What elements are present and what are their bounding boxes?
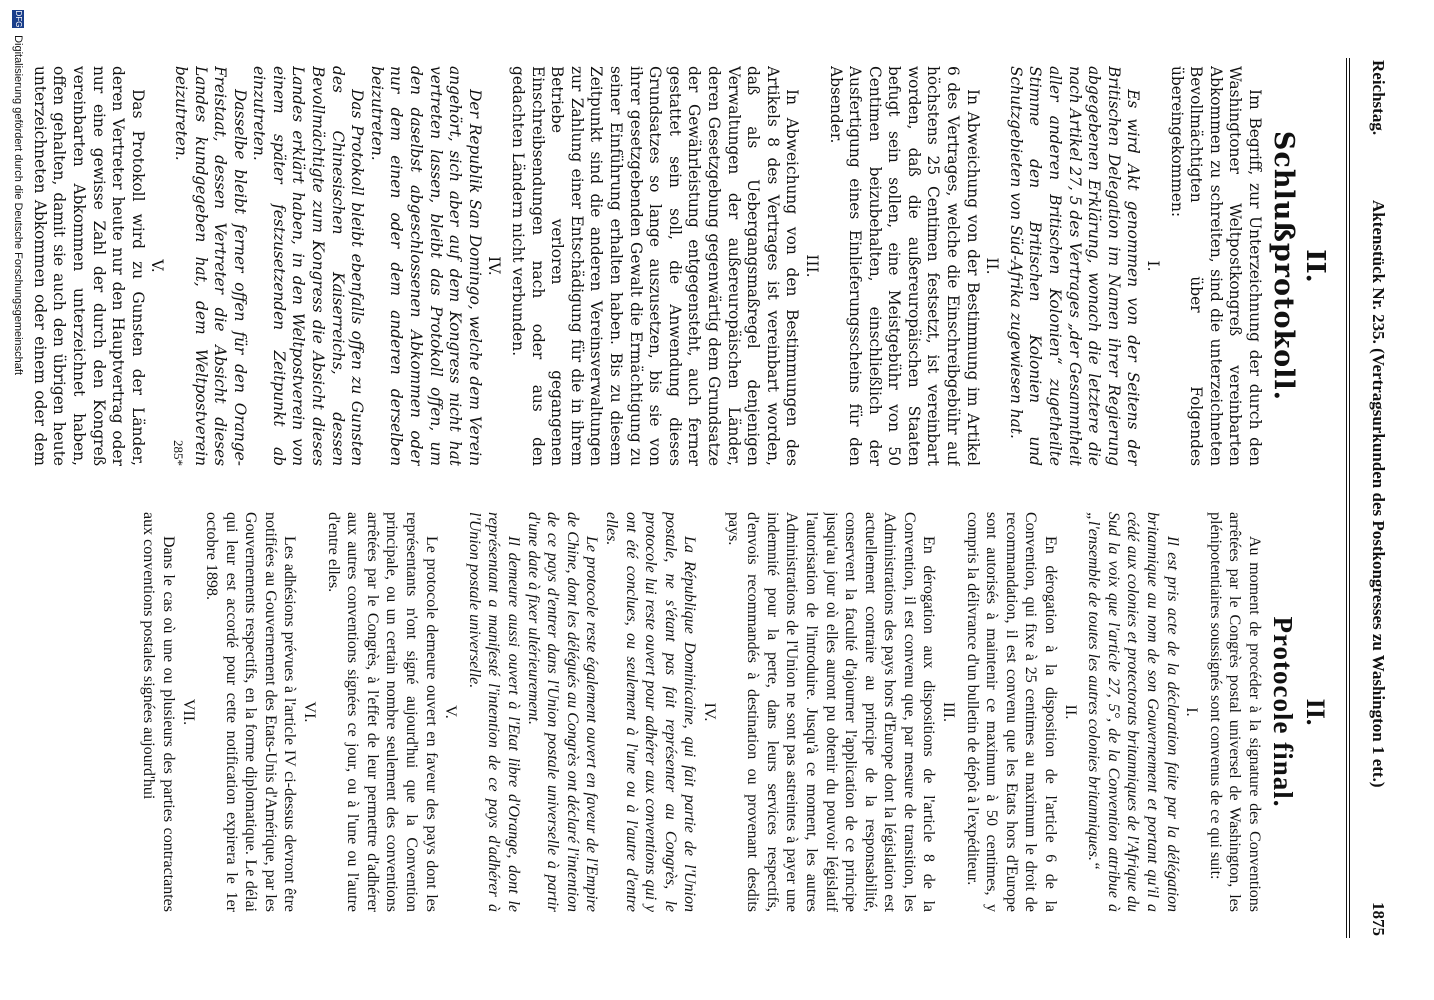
german-section-5-number: V. bbox=[148, 259, 167, 273]
german-heading-title: Schlußprotokoll. bbox=[1268, 130, 1299, 402]
french-section-5: Le protocole demeure ouvert en faveur des pays dont les représentants n'ont signé aujourd'hui que la Convention principale, ou un certain nombre seulement des conventions arrêtées par le Congrès, à l'effet de leur permettre d'adhérer aux autres conventions signées ce jour, ou à l'une ou l'autre d'entre elles. bbox=[324, 512, 440, 912]
german-intro: Im Begriff, zur Unterzeichnung der durch den Washingtoner Weltpostkongreß vereinbarten Abkommen zu schreiten, sind die unterzeichneten Bevollmächtigten über Folgendes übereingekommen: bbox=[1167, 66, 1264, 466]
french-heading-number: II. bbox=[1301, 698, 1330, 726]
french-section-3: En dérogation aux dispositions de l'article 8 de la Convention, il est convenu que, par mesure de transition, les Administrations des pays hors d'Europe dont la législation est actuellement contraire au principe de la responsabilité, conservent la faculté d'ajourner l'application de ce principe jusqu'au jour où elles auront pu obtenir du pouvoir législatif l'autorisation de l'introduire. Jusqu'à ce moment, les autres Administrations de l'Union ne sont pas astreintes à payer une indemnité pour la perte, dans leurs services respectifs, d'envois recommandés à destination ou provenant desdits pays. bbox=[724, 512, 938, 912]
header-center: Aktenstück Nr. 235. (Vertragsurkunden des Postkongresses zu Washington 1 ett.) bbox=[1369, 200, 1388, 788]
german-section-5: Das Protokoll wird zu Gunsten der Länder, deren Vertreter heute nur den Hauptvertrag oder nur eine gewisse Zahl der durch den Kongreß vereinbarten Abkommen unterzeichnet haben, offen gehalten, damit sie auch den übrigen heute unterzeichneten Abkommen oder einem oder dem bbox=[30, 66, 147, 466]
french-column bbox=[30, 512, 1330, 912]
header-left: Reichstag. bbox=[1369, 60, 1388, 136]
header-rule bbox=[1349, 58, 1350, 938]
german-section-2-number: II. bbox=[983, 257, 1002, 275]
header-page-number: 1875 bbox=[1369, 902, 1388, 936]
french-section-7: Dans le cas où une ou plusieurs des parties contractantes aux conventions postales signées aujourd'hui bbox=[140, 512, 177, 912]
french-section-6-number: VI. bbox=[301, 701, 319, 723]
french-section-2: En dérogation à la disposition de l'article 6 de la Convention, qui fixe à 25 centimes au maximum le droit de recommandation, il est convenu que les Etats hors d'Europe sont autorisés à maintenir ce maximum à 50 centimes, y compris la délivrance d'un bulletin de dépôt à l'expéditeur. bbox=[963, 512, 1060, 912]
credit-text: Digitalisierung gefördert durch die Deutsche Forschungsgemeinschaft bbox=[12, 35, 24, 376]
french-heading bbox=[1266, 512, 1330, 912]
german-column bbox=[30, 66, 1330, 466]
french-section-1: Il est pris acte de la déclaration faite par la délégation britannique au nom de son Gouvernement et portant qu'il a cédé aux colonies et protectorats britanniques de l'Afrique du Sud la voix que l'article 27, 5°, de la Convention attribue à „l'ensemble de toutes les autres colonies britanniques.“ bbox=[1085, 512, 1181, 912]
german-section-4b: Das Protokoll bleibt ebenfalls offen zu Gunsten des Chinesischen Kaiserreichs, dessen Bevollmächtigte zum Kongress die Absicht dieses Landes erklärt haben, in den Weltpostverein von einem später festzusetzenden Zeitpunkt ab einzutreten. bbox=[250, 66, 367, 466]
french-section-4b: Le protocole reste également ouvert en faveur de l'Empire de Chine, dont les délégués au Congrès ont déclaré l'intention de ce pays d'entrer dans l'Union postale universelle à partir d'une date à fixer ultérieurement. bbox=[524, 512, 601, 912]
french-section-4c: Il demeure aussi ouvert à l'Etat libre d'Orange, dont le représentant a manifesté l'intention de ce pays d'adhérer à l'Union postale universelle. bbox=[465, 512, 523, 912]
german-section-3: In Abweichung von den Bestimmungen des Artikels 8 des Vertrages ist vereinbart worden, daß als Uebergangsmaßregel denjenigen Verwaltungen der außereuropäischen Länder, deren Gesetzgebung gegenwärtig dem Grundsatze der Gewährleistung entgegensteht, auch ferner gestattet sein soll, die Anwendung dieses Grundsatzes so lange auszusetzen, bis sie von ihrer gesetzgebenden Gewalt die Ermächtigung zu seiner Einführung erhalten haben. Bis zu diesem Zeitpunkt sind die anderen Vereinsverwaltungen zur Zahlung einer Entschädigung für die in ihrem Betriebe verloren gegangenen Einschreibsendungen nach oder aus den gedachten Ländern nicht verbunden. bbox=[509, 66, 802, 466]
dfg-logo-icon: DFG bbox=[13, 10, 23, 28]
german-section-1: Es wird Akt genommen von der Seitens der Britischen Delegation im Namen ihrer Regierung abgegebenen Erklärung, wonach die letztere die nach Artikel 27, 5 des Vertrages „der Gesammtheit aller anderen Britischen Kolonien“ zugetheilte Stimme den Britischen Kolonien und Schutzgebieten von Süd-Afrika zugewiesen hat. bbox=[1006, 66, 1143, 466]
german-section-1-number: I. bbox=[1144, 260, 1163, 272]
page-header bbox=[1354, 60, 1394, 936]
german-section-4c: Dasselbe bleibt ferner offen für den Orange-Freistaat, dessen Vertreter die Absicht dieses Landes kundgegeben hat, dem Weltpostverein beizutreten. bbox=[171, 66, 249, 466]
german-section-2: In Abweichung von der Bestimmung im Artikel 6 des Vertrages, welche die Einschreibgebühr auf höchstens 25 Centimen festsetzt, ist vereinbart worden, daß die außereuropäischen Staaten befugt sein sollen, eine Meistgebühr von 50 Centimen beizubehalten, einschließlich der Ausfertigung eines Einlieferungsscheins für den Absender. bbox=[826, 66, 982, 466]
german-heading-number: II. bbox=[1300, 249, 1330, 283]
french-section-4-number: IV. bbox=[700, 702, 718, 722]
french-section-2-number: II. bbox=[1061, 704, 1079, 720]
french-section-7-number: VII. bbox=[179, 698, 197, 726]
french-section-6: Les adhésions prévues à l'article IV ci-dessus devront être notifiées au Gouvernement des Etats-Unis d'Amérique, par les Gouvernements respectifs, en la forme diplomatique. Le délai qui leur est accordé pour cette notification expirera le 1er octobre 1898. bbox=[203, 512, 299, 912]
french-section-3-number: III. bbox=[940, 702, 958, 722]
footer-page-number: 285* bbox=[171, 440, 186, 466]
header-rule-secondary bbox=[1346, 58, 1347, 938]
french-section-5-number: V. bbox=[442, 705, 460, 719]
german-heading bbox=[1266, 66, 1330, 466]
french-heading-title: Protocole final. bbox=[1268, 616, 1298, 808]
german-section-4-number: IV. bbox=[485, 256, 504, 276]
german-section-4a: Der Republik San Domingo, welche dem Verein angehört, sich aber auf dem Kongress nicht hat vertreten lassen, bleibt das Protokoll offen, um den daselbst abgeschlossenen Abkommen oder nur dem einen oder dem anderen derselben beizutreten. bbox=[367, 66, 484, 466]
french-intro: Au moment de procéder à la signature des Conventions arrêtées par le Congrès postal universel de Washington, les plénipotentiaires soussignés sont convenus de ce qui suit: bbox=[1206, 512, 1263, 912]
german-section-3-number: III. bbox=[802, 254, 821, 278]
french-section-1-number: I. bbox=[1183, 707, 1201, 717]
french-section-4a: La République Dominicaine, qui fait partie de l'Union postale, ne s'étant pas fait représenter au Congrès, le protocole lui reste ouvert pour adhérer aux conventions qui y ont été conclues, ou seulement à l'une ou à l'autre d'entre elles. bbox=[603, 512, 699, 912]
digitization-credit bbox=[6, 10, 30, 990]
